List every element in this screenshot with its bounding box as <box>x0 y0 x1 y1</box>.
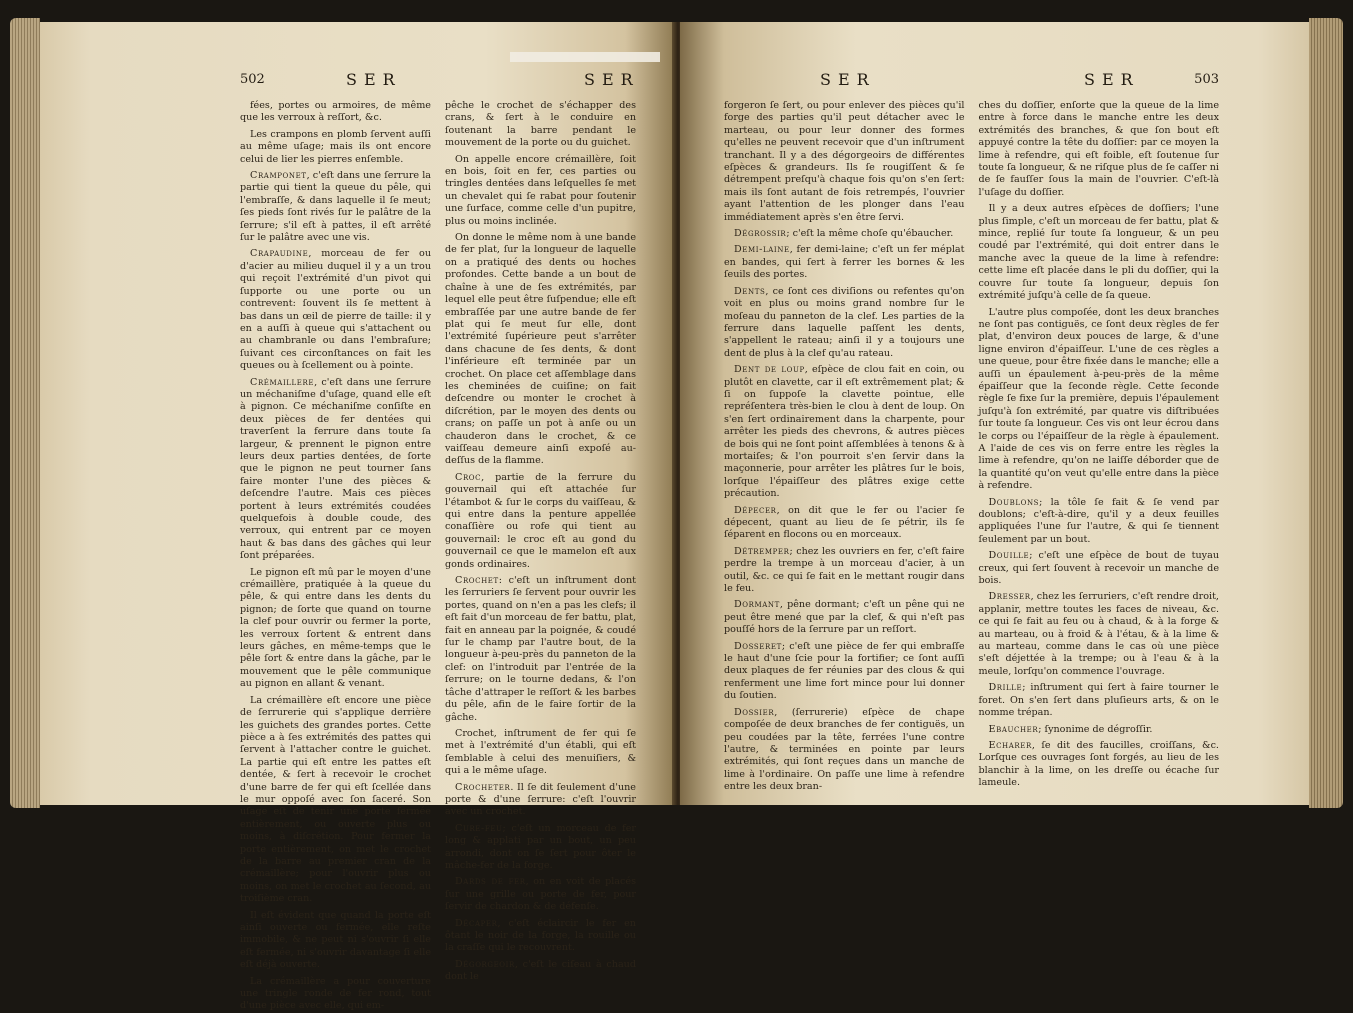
text-paragraph <box>240 129 431 166</box>
text-paragraph <box>240 910 431 972</box>
entry-headword: Décaper <box>455 917 498 929</box>
entry-text: , c'eſt dans une ſerrure la partie qui tient la queue du pêle, qui l'embraſſe, & dans laquelle il ſe meut; ſes pieds ſont rivés ſur le palâtre de la ſerrure; s'il eſt à pattes, il eſt arrêté ſur le palâtre avec une vis. <box>240 170 431 244</box>
entry-paragraph <box>724 546 965 596</box>
entry-headword: Demi-laine <box>734 244 790 256</box>
entry-text: , chez les ſerruriers, c'eſt rendre droit, applanir, mettre toutes les faces de niveau, &c. ce qui ſe fait au feu ou à chaud, & à la forge & au marteau, ou à froid & à l'étau, & à la lime & au marteau, comme dans le cas où une pièce s'eſt déjettée à la trempe; ou à l'eau & à la meule, lorſqu'on commence l'ouvrage. <box>978 591 1219 677</box>
right-running-head-2: SER <box>1084 70 1140 89</box>
entry-text: On appelle encore crémaillère, ſoit en bois, ſoit en fer, ces parties ou tringles dentées dans leſquelles ſe met un chevalet qui ſe rabat pour ſoutenir une ſurface, comme celle d'un pupitre, plus ou moins inclinée. <box>445 153 636 227</box>
entry-paragraph <box>979 740 1220 790</box>
entry-text: ; c'eſt un morceau de fer long & applati par un bout, un peu arrondi, dont on ſe ſert pour ôter le mâche-fer de la forge. <box>445 822 636 871</box>
entry-paragraph <box>724 228 965 240</box>
entry-paragraph <box>979 724 1220 736</box>
left-running-head-2: SER <box>584 70 640 89</box>
right-page-header <box>724 70 1219 96</box>
entry-paragraph <box>724 707 965 794</box>
entry-text: , partie de la ferrure du gouvernail qui eſt attachée ſur l'étambot & ſur le corps du vaiſſeau, & qui entre dans la penture appellée conaſſière ou rofe qui tient au gouvernail: le croc eſt au gond du gouvernail ce que le mamelon eſt aux gonds ordinaires. <box>445 471 636 570</box>
text-paragraph <box>445 728 636 778</box>
entry-text: , (ſerrurerie) eſpèce de chape compoſée de deux branches de fer contiguës, un peu coudées par la tête, ferrées l'une contre l'autre, & terminées en pointe par leurs extrémités, qui ſont reçues dans un manche de lime à l'ordinaire. On paſſe une lime à refendre entre les deux bran- <box>724 706 965 793</box>
entry-paragraph <box>240 170 431 244</box>
entry-text: On donne le même nom à une bande de fer plat, ſur la longueur de laquelle on a pratiqué des dents ou hoches profondes. Cette bande a un bout de chaîne à une de ſes extrémités, par lequel elle peut être ſuſpendue; elle eſt embraſſée par une autre bande de fer plat qui ſe meut ſur elle, dont l'extrémité ſupérieure peut s'arrêter dans chacune de ſes dents, & dont l'inférieure eſt terminée par un crochet. On place cet aſſemblage dans les cheminées de cuiſine; on fait deſcendre ou monter le crochet à diſcrétion, par le moyen des dents ou crans; on paſſe un pot à anſe ou un chauderon dans le crochet, & ce vaiſſeau demeure ainſi expoſé au-deſſus de la flamme. <box>445 232 636 467</box>
entry-text: Il eſt évident que quand la porte eſt ainſi ouverte ou fermée, elle reſte immobile, & ne peut ni s'ouvrir ſi elle eſt fermée, ni s'ouvrir davantage ſi elle eſt déjà ouverte. <box>240 909 431 971</box>
left-page-number: 502 <box>240 72 265 87</box>
entry-paragraph <box>724 599 965 636</box>
entry-headword: Crapaudine <box>250 248 309 260</box>
text-paragraph <box>445 232 636 468</box>
entry-text: : c'eſt un inſtrument dont les ſerruriers ſe ſervent pour ouvrir les portes, quand on n'en a pas les clefs; il eſt fait d'un morceau de fer battu, plat, fait en anneau par la poignée, & coudé ſur le champ par l'autre bout, de la longueur à-peu-près du panneton de la clef: on l'introduit par l'entrée de la ſerrure; on le tourne dedans, & l'on tâche d'attraper le reſſort & les barbes du pêle, afin de le faire ſortir de la gâche. <box>445 575 636 723</box>
entry-paragraph <box>979 591 1220 678</box>
mounting-strip <box>510 52 660 62</box>
text-paragraph <box>979 307 1220 493</box>
right-column-1 <box>724 100 965 800</box>
text-paragraph <box>445 100 636 150</box>
right-page-columns <box>724 100 1219 800</box>
entry-paragraph <box>724 641 965 703</box>
entry-headword: Echarer <box>988 739 1032 751</box>
left-running-head: SER <box>346 70 402 89</box>
entry-text: Crochet, inſtrument de fer qui ſe met à l'extrémité d'un établi, qui eſt ſemblable à celui des menuiſiers, & qui a le même uſage. <box>445 727 636 777</box>
entry-text: , eſpèce de clou fait en coin, ou plutôt en clavette, car il eſt extrêmement plat; & ſi on ſuppoſe la clavette pointue, elle repréſentera très-bien le clou à dent de loup. On s'en ſert ordinairement dans la charpente, pour arrêter les pieds des chevrons, & autres pièces de bois qui ne ſont point aſſemblées à tenons & à mortaiſes; & l'on pourroit s'en ſervir dans la maçonnerie, pour arrêter les plâtres ſur le bois, lorſque l'épaiſſeur des plâtres exige cette précaution. <box>724 364 965 500</box>
left-page <box>40 22 676 1012</box>
text-paragraph <box>445 154 636 228</box>
entry-text: . Il ſe dit ſeulement d'une porte & d'une ſerrure: c'eſt l'ouvrir avec un crochet. <box>445 781 636 818</box>
entry-paragraph <box>240 377 431 563</box>
entry-headword: Douille <box>988 550 1030 562</box>
right-column-2 <box>979 100 1220 800</box>
entry-text: , ſe dit des faucilles, croiſſans, &c. Lorſque ces ouvrages ſont forgés, au lieu de les blanchir à la lime, on les dreſſe ou écache ſur lameule. <box>978 739 1219 789</box>
entry-headword: Crémaillere <box>250 376 315 388</box>
entry-paragraph <box>724 286 965 360</box>
entry-paragraph <box>445 823 636 873</box>
text-paragraph <box>979 203 1220 302</box>
entry-headword: Dresser <box>988 591 1031 603</box>
entry-paragraph <box>445 918 636 955</box>
entry-text: ; la tôle ſe fait & ſe vend par doublons; c'eſt-à-dire, qu'il y a deux feuilles appliquées l'une ſur l'autre, & qui ſe tiennent ſeulement par un bout. <box>978 496 1219 545</box>
entry-paragraph <box>445 876 636 913</box>
right-page <box>680 22 1309 805</box>
entry-text: ; inſtrument qui ſert à faire tourner le foret. On s'en ſert dans pluſieurs arts, & on le nomme trépan. <box>978 682 1219 719</box>
entry-headword: Dossier <box>734 706 775 718</box>
entry-text: ; ſynonime de dégroſſir. <box>1038 723 1153 735</box>
entry-headword: Dent de loup <box>734 364 805 376</box>
entry-text: , c'eſt le ciſeau à chaud dont le <box>445 958 636 983</box>
entry-text: ches du doſſier, enſorte que la queue de la lime entre à force dans le manche entre les deux extrémités des branches, & que ſon bout eſt appuyé contre la tête du doſſier: par ce moyen la lime à refendre, qui eſt foible, eſt ſoutenue ſur toute ſa longueur, & ne riſque plus de ſe caſſer ni de ſe fauſſer ſous la main de l'ouvrier. C'eſt-là l'uſage du doſſier. <box>978 100 1219 198</box>
entry-text: , pêne dormant; c'eſt un pêne qui ne peut être mené que par la clef, & qui n'eſt pas pouſſé hors de la ſerrure par un reſſort. <box>724 599 965 636</box>
entry-text: L'autre plus compoſée, dont les deux branches ne ſont pas contiguës, ce ſont deux règles de fer plat, d'environ deux pouces de large, & d'une ligne environ d'épaiſſeur. L'une de ces règles a une queue, pour être fixée dans le manche; elle a auſſi un épaulement à-peu-près de la même épaiſſeur que la ſeconde règle. Cette ſeconde règle ſe fixe ſur la première, depuis l'épaulement juſqu'à ſon extrémité, par quatre vis diſtribuées ſur toute ſa longueur. Ces vis ont leur écrou dans le corps ou l'épaiſſeur de la règle à épaulement. A l'aide de ces vis on ferre entre les règles la lime à refendre, qu'on ne laiſſe déborder que de la quantité qu'on veut qu'elle entre dans la pièce à refendre. <box>978 306 1219 492</box>
entry-headword: Détremper <box>734 545 790 557</box>
entry-paragraph <box>445 575 636 724</box>
entry-headword: Dégorgeoir <box>455 958 515 970</box>
text-paragraph <box>240 100 431 125</box>
text-paragraph <box>724 100 965 224</box>
left-column-2 <box>445 100 637 983</box>
entry-text: , c'eſt dans une ſerrure un méchaniſme d'uſage, quand elle eſt à pignon. Ce méchaniſme conſiſte en deux pièces de fer dentées qui traverſent la ferrure dans toute ſa largeur, & prennent le pignon entre leurs deux parties dentées, de ſorte que le pignon ne peut tourner ſans faire monter l'une des pièces & deſcendre l'autre. Mais ces pièces portent à leurs extrémités coudées quelquefois à double coude, des verroux, qui entrent par ce moyen haut & bas dans des gâches qui leur ſont préparées. <box>240 376 431 562</box>
entry-paragraph <box>979 550 1220 587</box>
entry-paragraph <box>445 959 636 984</box>
entry-paragraph <box>979 682 1220 719</box>
entry-text: forgeron ſe ſert, ou pour enlever des pièces qu'il forge des parties qu'il peut détacher avec le marteau, ou pour leur donner des formes qu'elles ne peuvent recevoir que d'un inſtrument tranchant. Il y a des dégorgeoirs de différentes eſpèces & grandeurs. Ils ſe rougiſſent & ſe détrempent preſqu'à chaque fois qu'on s'en ſert: mais ils ſont autant de fois retrempés, l'ouvrier ayant l'attention de les plonger dans l'eau immédiatement après s'en être ſervi. <box>724 100 965 223</box>
text-paragraph <box>240 695 431 906</box>
entry-paragraph <box>240 248 431 372</box>
entry-text: , fer demi-laine; c'eſt un fer méplat en bandes, qui ſert à ferrer les bornes & les ſeuils des portes. <box>724 244 965 281</box>
text-paragraph <box>979 100 1220 199</box>
right-running-head: SER <box>820 70 876 89</box>
entry-headword: Drille <box>988 682 1023 694</box>
entry-headword: Crochet <box>455 575 499 587</box>
entry-paragraph <box>724 505 965 542</box>
entry-text: ; c'eſt la même choſe qu'ébaucher. <box>786 228 954 240</box>
entry-headword: Cramponet <box>250 170 307 182</box>
entry-headword: Crocheter <box>455 781 511 793</box>
entry-text: Le pignon eſt mû par le moyen d'une crémaillère, pratiquée à la queue du pêle, & qui entre dans les dents du pignon; de ſorte que quand on tourne la clef pour ouvrir ou fermer la porte, les verroux ſortent & entrent dans leurs gâches, en même-temps que le pêle ſort & entre dans la gâche, par le mouvement que le pêle communique au pignon en allant & venant. <box>240 566 431 690</box>
entry-headword: Dosseret <box>734 640 782 652</box>
entry-headword: Dégrossir <box>734 228 787 240</box>
entry-headword: Dents <box>734 285 766 297</box>
text-paragraph <box>240 567 431 691</box>
entry-headword: Ebaucher <box>988 723 1039 735</box>
entry-paragraph <box>724 244 965 281</box>
entry-headword: Dards de fer <box>455 876 526 888</box>
entry-paragraph <box>724 364 965 500</box>
book-edge-left <box>10 18 40 808</box>
entry-text: fées, portes ou armoires, de même que les verroux à reſſort, &c. <box>240 100 431 124</box>
entry-text: Il y a deux autres eſpèces de doſſiers; l'une plus ſimple, c'eſt un morceau de fer battu, plat & mince, replié ſur toute ſa longueur, & un peu coudé par l'extrémité, qui doit entrer dans le manche avec la queue de la lime à refendre: cette lime eſt placée dans le pli du doſſier, qui la couvre ſur toute ſa longueur, depuis ſon extrémité juſqu'à celle de ſa queue. <box>978 203 1219 302</box>
left-page-header <box>240 70 640 96</box>
left-page-columns <box>240 100 637 1012</box>
entry-paragraph <box>445 472 636 571</box>
entry-headword: Croc <box>455 471 482 483</box>
entry-text: ; chez les ouvriers en fer, c'eſt faire perdre la trempe à un morceau d'acier, à un outil, &c. ce qui ſe fait en le mettant rougir dans le feu. <box>724 545 965 595</box>
entry-text: pêche le crochet de s'échapper des crans, & ſert à le conduire en ſoutenant la barre pendant le mouvement de la porte ou du guichet. <box>445 100 636 149</box>
book-edge-right <box>1309 18 1343 808</box>
entry-headword: Dépecer <box>734 504 777 516</box>
entry-text: ; c'eſt une pièce de fer qui embraſſe le haut d'une ſcie pour la fortifier; ce ſont auſſi deux plaques de fer réunies par des clous & qui renferment une lime fort mince pour lui donner du ſoutien. <box>724 640 965 702</box>
entry-text: La crémaillère a pour couverture une tringle ronde de fer rond, tout d'une pièce avec elle, qui em- <box>240 975 431 1012</box>
left-column-1 <box>240 100 431 1012</box>
entry-text: , morceau de fer ou d'acier au milieu duquel il y a un trou qui reçoit l'extrémité d'un pivot qui ſupporte ou une porte ou un contrevent: ſouvent ils ſe mettent à bas dans un œil de pierre de taille: il y en a auſſi à queue qui s'attachent ou au chambranle ou dans l'embraſure; ſuivant ces circonſtances on fait les queues ou à ſcellement ou à pointe. <box>240 248 431 372</box>
entry-headword: Dormant <box>734 599 780 611</box>
entry-text: , c'eſt éclaircir le fer en ôtant le noir de la forge, la rouille ou la craſſe qui le recouvrent. <box>445 917 636 954</box>
entry-text: , on dit que le fer ou l'acier ſe dépecent, quant au lieu de ſe pétrir, ils ſe ſéparent en flocons ou en morceaux. <box>724 504 965 541</box>
entry-text: , ce ſont ces diviſions ou refentes qu'on voit en plus ou moins grand nombre ſur le moſeau du panneton de la clef. Les parties de la ferrure dans laquelle paſſent les dents, s'appellent le rateau; ainſi il y a toujours une dent de plus à la clef qu'au rateau. <box>724 285 965 359</box>
entry-paragraph <box>979 497 1220 547</box>
entry-headword: Doublons <box>988 496 1040 508</box>
entry-text: ; c'eſt une eſpèce de bout de tuyau creux, qui ſert ſouvent à recevoir un manche de bois. <box>978 550 1219 587</box>
entry-paragraph <box>445 782 636 819</box>
entry-text: , on en voit de placés ſur une grille ou porte de fer, pour ſervir de chardon & de défenſe. <box>445 876 637 913</box>
right-page-number: 503 <box>1194 72 1219 87</box>
entry-text: Les crampons en plomb ſervent auſſi au même uſage; mais ils ont encore celui de lier les pierres enſemble. <box>240 128 431 165</box>
entry-text: La crémaillère eſt encore une pièce de ſerrurerie qui s'applique derrière les guichets des grandes portes. Cette pièce a à ſes extrémités des pattes qui ſervent à l'attacher contre le guichet. La partie qui eſt entre les pattes eſt dentée, & ſert à recevoir le crochet d'une barre de fer qui eſt ſcellée dans le mur oppoſé avec ſon ſaceré. Son uſage eſt de tenir une porte fermée entièrement, ou ouverte plus ou moins, à diſcrétion. Pour fermer la porte entièrement, on met le crochet de la barre au premier cran de la crémaillère; pour l'ouvrir plus ou moins, on met le crochet au ſecond, au troiſième cran. <box>240 694 431 905</box>
text-paragraph <box>240 976 431 1013</box>
entry-headword: Cure-feu <box>455 822 503 834</box>
